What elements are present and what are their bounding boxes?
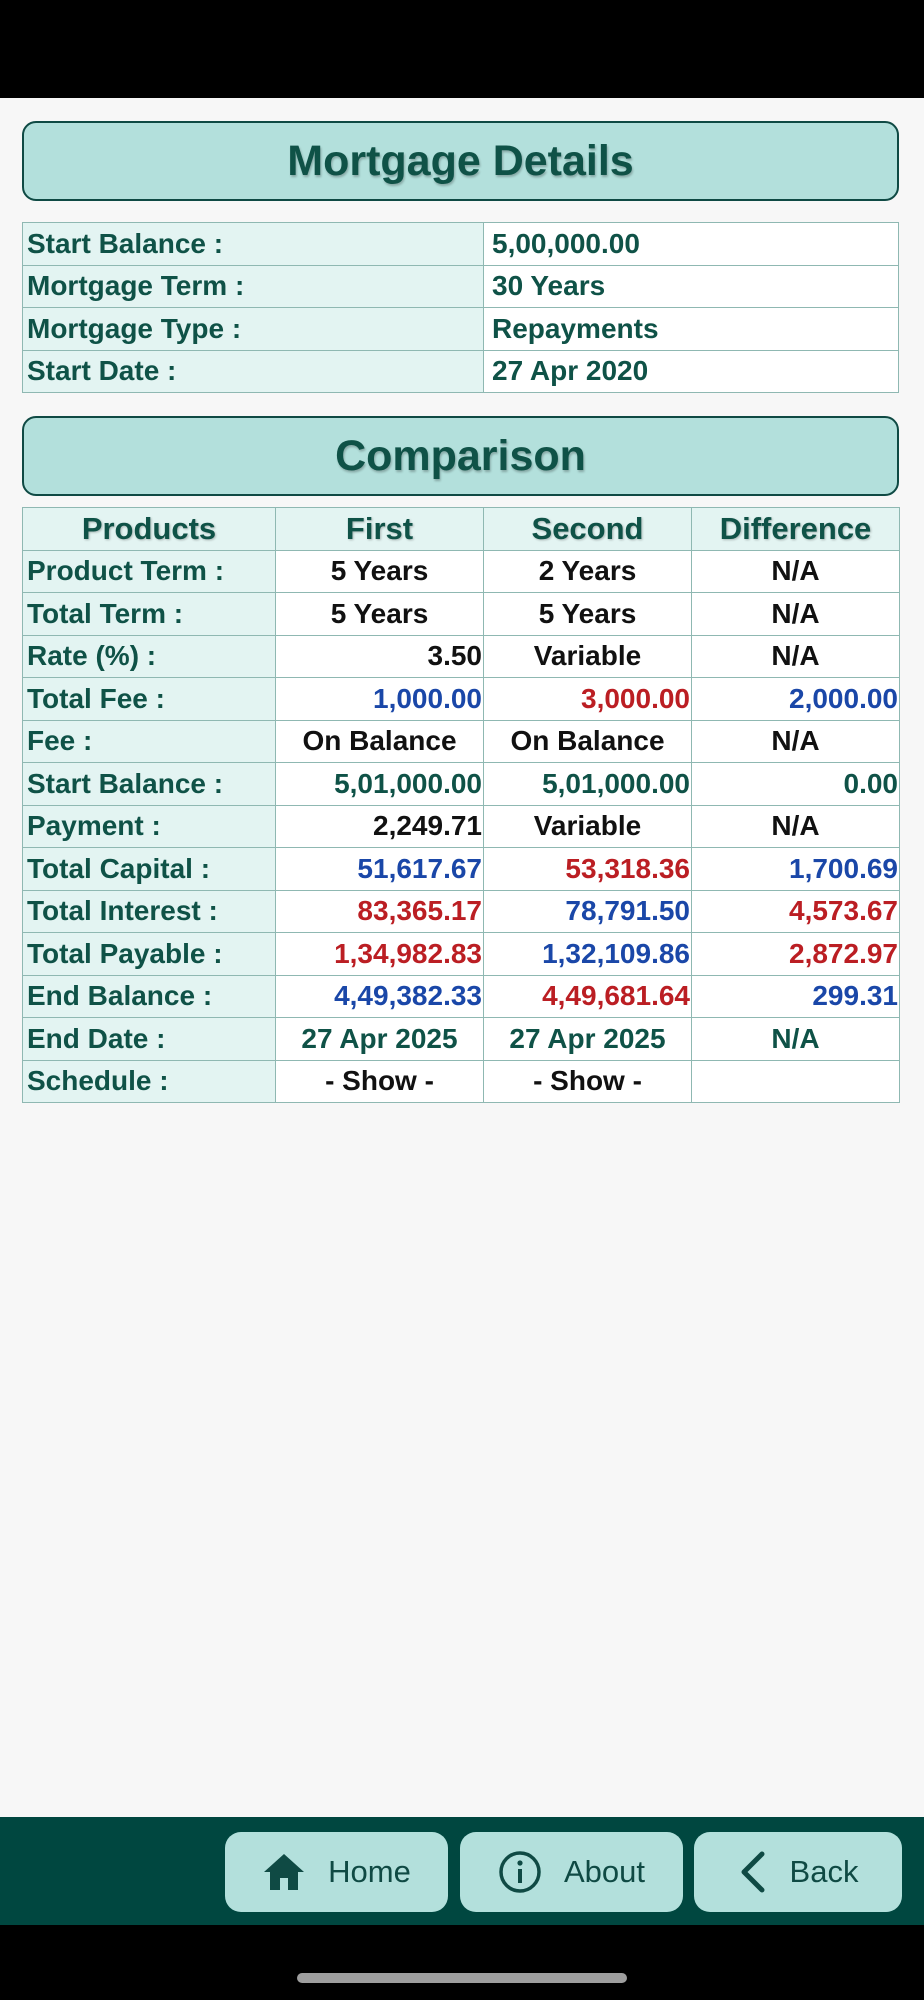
table-row [23,678,900,721]
about-button[interactable] [460,1832,683,1912]
difference-value: 0.00 [692,763,900,806]
first-value: 5 Years [276,550,484,593]
comparison-table [22,507,900,1103]
row-label: Rate (%) : [23,635,276,678]
table-row [23,890,900,933]
difference-value: 2,872.97 [692,933,900,976]
row-label: Total Capital : [23,848,276,891]
table-row [23,1018,900,1061]
bottom-navigation-bar [0,1817,924,1925]
mortgage-term-value: 30 Years [484,265,899,308]
second-value: 27 Apr 2025 [484,1018,692,1061]
first-value: 83,365.17 [276,890,484,933]
comparison-title: Comparison [335,431,586,480]
difference-value: 2,000.00 [692,678,900,721]
row-label: End Date : [23,1018,276,1061]
row-label: Total Fee : [23,678,276,721]
column-header-products: Products [23,508,276,551]
start-date-value: 27 Apr 2020 [484,350,899,393]
second-value: 53,318.36 [484,848,692,891]
difference-value: 1,700.69 [692,848,900,891]
about-label: About [563,1854,645,1889]
first-value: On Balance [276,720,484,763]
first-value: 4,49,382.33 [276,975,484,1018]
table-row [23,223,899,266]
table-row [23,593,900,636]
back-label: Back [789,1854,859,1889]
first-value: 5,01,000.00 [276,763,484,806]
row-label: Fee : [23,720,276,763]
home-indicator[interactable] [297,1973,627,1983]
difference-value: N/A [692,550,900,593]
home-icon [262,1852,306,1892]
table-row [23,265,899,308]
table-row [23,635,900,678]
chevron-left-icon [738,1850,768,1894]
start-date-label: Start Date : [23,350,484,393]
show-schedule-second-link[interactable]: - Show - [484,1060,692,1103]
difference-value: N/A [692,1018,900,1061]
second-value: Variable [484,805,692,848]
status-bar [0,0,924,98]
second-value: On Balance [484,720,692,763]
row-label: End Balance : [23,975,276,1018]
difference-value: N/A [692,805,900,848]
first-value: 5 Years [276,593,484,636]
second-value: 4,49,681.64 [484,975,692,1018]
first-value: 27 Apr 2025 [276,1018,484,1061]
table-row [23,550,900,593]
table-row [23,975,900,1018]
table-row [23,763,900,806]
difference-value: N/A [692,720,900,763]
table-row [23,1060,900,1103]
table-row [23,720,900,763]
mortgage-term-label: Mortgage Term : [23,265,484,308]
difference-value: 299.31 [692,975,900,1018]
start-balance-value: 5,00,000.00 [484,223,899,266]
column-header-first: First [276,508,484,551]
row-label: Total Payable : [23,933,276,976]
row-label: Total Interest : [23,890,276,933]
system-navigation-area [0,1925,924,2000]
column-header-difference: Difference [692,508,900,551]
row-label: Product Term : [23,550,276,593]
mortgage-type-value: Repayments [484,308,899,351]
table-row [23,308,899,351]
table-header-row [23,508,900,551]
second-value: 5 Years [484,593,692,636]
back-button[interactable] [694,1832,902,1912]
first-value: 1,000.00 [276,678,484,721]
home-label: Home [328,1854,411,1889]
column-header-second: Second [484,508,692,551]
home-button[interactable] [225,1832,448,1912]
row-label: Schedule : [23,1060,276,1103]
table-row [23,805,900,848]
first-value: 3.50 [276,635,484,678]
row-label: Start Balance : [23,763,276,806]
second-value: 1,32,109.86 [484,933,692,976]
row-label: Total Term : [23,593,276,636]
table-row [23,350,899,393]
difference-value [692,1060,900,1103]
show-schedule-first-link[interactable]: - Show - [276,1060,484,1103]
start-balance-label: Start Balance : [23,223,484,266]
first-value: 1,34,982.83 [276,933,484,976]
info-icon [498,1850,542,1894]
second-value: 3,000.00 [484,678,692,721]
second-value: Variable [484,635,692,678]
table-row [23,933,900,976]
comparison-header [22,416,899,496]
second-value: 78,791.50 [484,890,692,933]
mortgage-type-label: Mortgage Type : [23,308,484,351]
first-value: 51,617.67 [276,848,484,891]
mortgage-details-title: Mortgage Details [287,136,634,185]
second-value: 2 Years [484,550,692,593]
row-label: Payment : [23,805,276,848]
difference-value: 4,573.67 [692,890,900,933]
mortgage-details-table [22,222,899,393]
difference-value: N/A [692,635,900,678]
difference-value: N/A [692,593,900,636]
first-value: 2,249.71 [276,805,484,848]
second-value: 5,01,000.00 [484,763,692,806]
table-row [23,848,900,891]
mortgage-details-header [22,121,899,201]
